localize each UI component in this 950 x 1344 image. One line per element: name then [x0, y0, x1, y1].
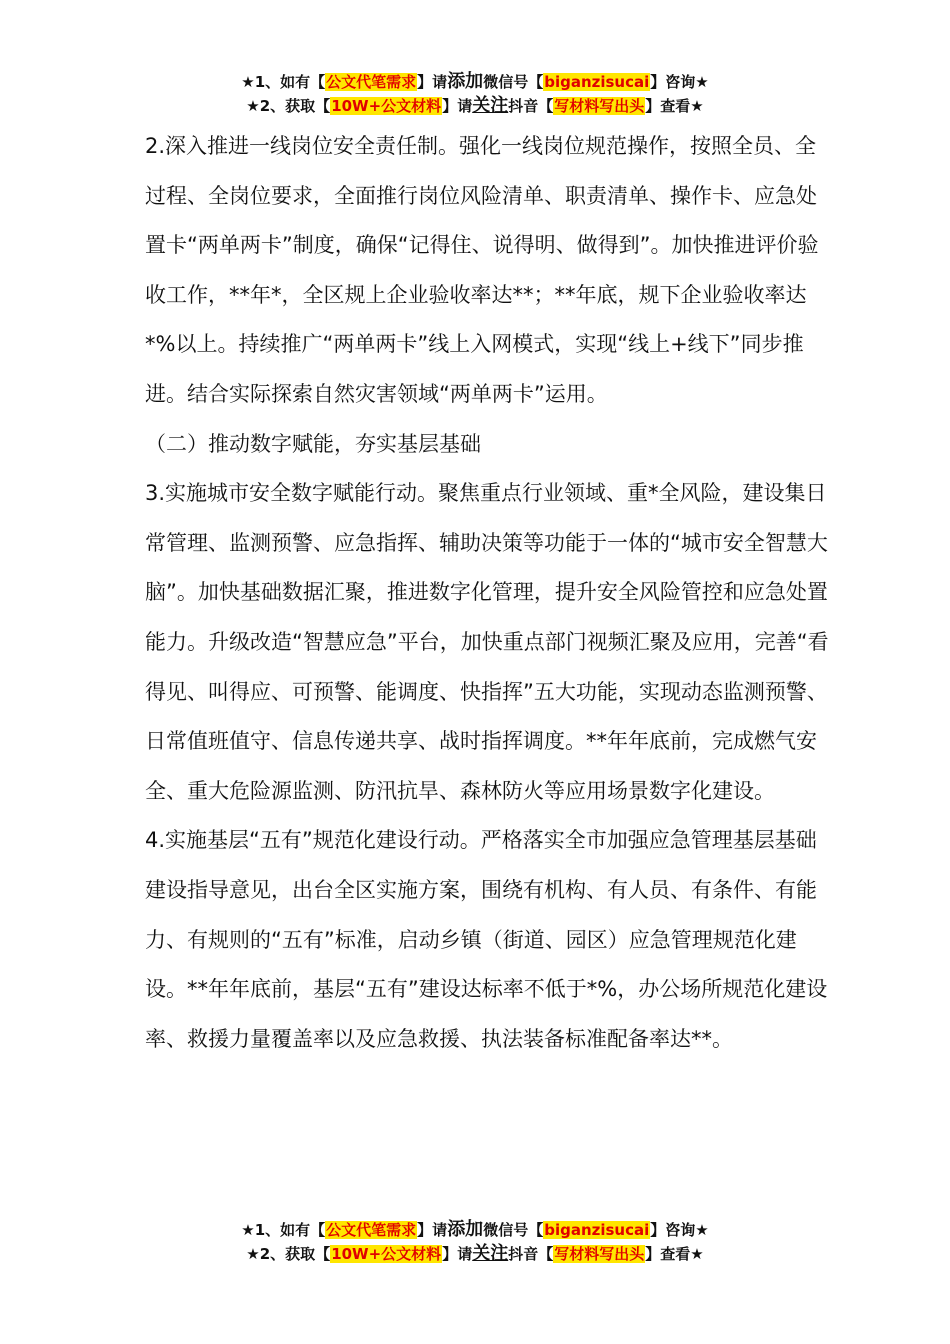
- banner-text: 】请: [417, 73, 448, 91]
- banner-text: 微信号【: [483, 73, 544, 91]
- banner-line-1: [0, 1218, 950, 1242]
- top-banner: [0, 70, 950, 118]
- banner-line-2: [0, 94, 950, 118]
- banner-text: ★1、如有【: [241, 1221, 326, 1239]
- highlight-label: 10W+公文材料: [331, 97, 442, 115]
- banner-emphasis: 添加: [447, 71, 484, 92]
- banner-text: 】请: [442, 97, 473, 115]
- douyin-id-highlight: 写材料写出头: [554, 1245, 645, 1263]
- paragraph-2: 2.深入推进一线岗位安全责任制。强化一线岗位规范操作，按照全员、全过程、全岗位要求，全面推行岗位风险清单、职责清单、操作卡、应急处置卡“两单两卡”制度，确保“记得住、说得明、做得到”。加快推进评价验收工作，**年*，全区规上企业验收率达**；**年底，规下企业验收率达*%以上。持续推广“两单两卡”线上入网模式，实现“线上+线下”同步推进。结合实际探索自然灾害领域“两单两卡”运用。: [145, 134, 819, 406]
- banner-line-1: [0, 70, 950, 94]
- highlight-label: 公文代笔需求: [326, 1221, 417, 1239]
- banner-text: 抖音【: [508, 1245, 554, 1263]
- bottom-banner: [0, 1218, 950, 1266]
- banner-text: 】查看★: [645, 97, 704, 115]
- banner-text: 】请: [442, 1245, 473, 1263]
- banner-text: 】请: [417, 1221, 448, 1239]
- highlight-label: 公文代笔需求: [326, 73, 417, 91]
- banner-text: ★1、如有【: [241, 73, 326, 91]
- banner-text: 】咨询★: [650, 1221, 709, 1239]
- highlight-label: 10W+公文材料: [331, 1245, 442, 1263]
- paragraph-4: 4.实施基层“五有”规范化建设行动。严格落实全市加强应急管理基层基础建设指导意见，出台全区实施方案，围绕有机构、有人员、有条件、有能力、有规则的“五有”标准，启动乡镇（街道、园区）应急管理规范化建设。**年年底前，基层“五有”建设达标率不低于*%，办公场所规范化建设率、救援力量覆盖率以及应急救援、执法装备标准配备率达**。: [145, 828, 828, 1051]
- section-heading: （二）推动数字赋能，夯实基层基础: [145, 431, 481, 456]
- banner-line-2: [0, 1242, 950, 1266]
- banner-emphasis: 关注: [472, 1243, 509, 1264]
- banner-text: 微信号【: [483, 1221, 544, 1239]
- paragraph-3: 3.实施城市安全数字赋能行动。聚焦重点行业领域、重*全风险，建设集日常管理、监测预警、应急指挥、辅助决策等功能于一体的“城市安全智慧大脑”。加快基础数据汇聚，推进数字化管理，提升安全风险管控和应急处置能力。升级改造“智慧应急”平台，加快重点部门视频汇聚及应用，完善“看得见、叫得应、可预警、能调度、快指挥”五大功能，实现动态监测预警、日常值班值守、信息传递共享、战时指挥调度。**年年底前，完成燃气安全、重大危险源监测、防汛抗旱、森林防火等应用场景数字化建设。: [145, 481, 829, 803]
- banner-emphasis: 添加: [447, 1219, 484, 1240]
- banner-text: 】咨询★: [650, 73, 709, 91]
- document-body: [145, 122, 835, 1064]
- douyin-id-highlight: 写材料写出头: [554, 97, 645, 115]
- wechat-id-highlight: biganzisucai: [544, 73, 650, 91]
- banner-text: ★2、获取【: [246, 97, 331, 115]
- banner-text: ★2、获取【: [246, 1245, 331, 1263]
- banner-text: 】查看★: [645, 1245, 704, 1263]
- banner-emphasis: 关注: [472, 95, 509, 116]
- wechat-id-highlight: biganzisucai: [544, 1221, 650, 1239]
- banner-text: 抖音【: [508, 97, 554, 115]
